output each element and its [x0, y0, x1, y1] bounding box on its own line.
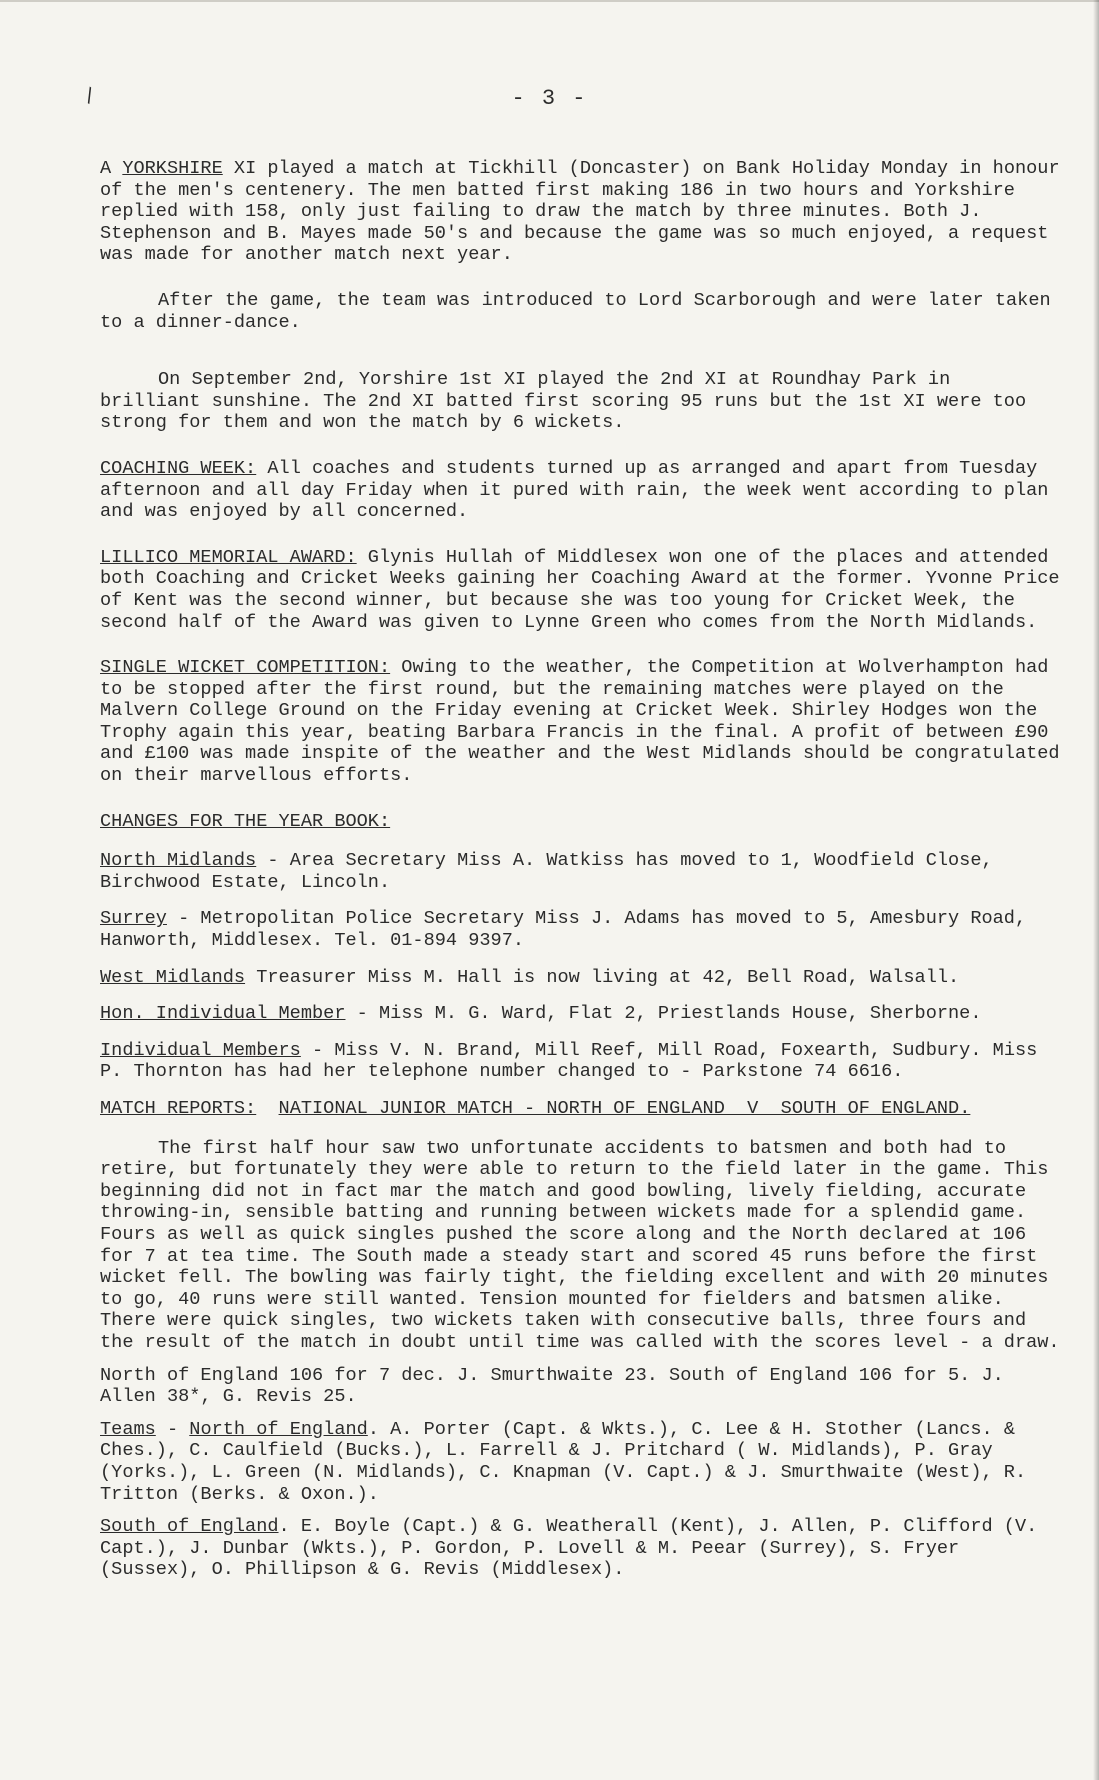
change-item-text: - Metropolitan Police Secretary Miss J. Adams has moved to 5, Amesbury Road, Hanworth, Middlesex. Tel. 01-894 9397.: [100, 908, 1027, 952]
paragraph-coaching-week: [100, 458, 1060, 523]
paragraph-after-game: After the game, the team was introduced to Lord Scarborough and were later taken to a dinner-dance.: [100, 289, 1051, 333]
change-item-label: Surrey: [100, 908, 167, 930]
match-title: NATIONAL JUNIOR MATCH - NORTH OF ENGLAND V SOUTH OF ENGLAND.: [278, 1098, 971, 1119]
match-report-text: The first half hour saw two unfortunate accidents to batsmen and both had to retire, but fortunately they were able to return to the field later in the game. This beginning did not in fact mar the match and good bowling, lively fielding, accurate throwing-in, sensible batting and running between wickets made for a splendid game. Fours as well as quick singles pushed the score along and the North declared at 106 for 7 at tea time. The South made a steady start and scored 45 runs before the first wicket fell. The bowling was fairly tight, the fielding excellent and with 20 minutes to go, 40 runs were still wanted. Tension mounted for fielders and batsmen alike. There were quick singles, two wickets taken with consecutive balls, three fours and the result of the match in doubt until time was called with the scores level - a draw.: [100, 1137, 1060, 1353]
paragraph-text: All coaches and students turned up as arranged and apart from Tuesday afternoon and all day Friday when it pured with rain, the week went according to plan and was enjoyed by all concerned.: [100, 457, 1049, 523]
change-item: [100, 850, 1060, 893]
change-item-text: - Miss M. G. Ward, Flat 2, Priestlands House, Sherborne.: [345, 1003, 982, 1025]
north-team-text: . A. Porter (Capt. & Wkts.), C. Lee & H. Stother (Lancs. & Ches.), C. Caulfield (Bucks.), L. Farrell & J. Pritchard ( W. Midlands), P. Gray (Yorks.), L. Green (N. Midlands), C. Knapman (V. Capt.) & J. Smurthwaite (West), R. Tritton (Berks. & Oxon.).: [100, 1418, 1027, 1505]
heading-match-reports: MATCH REPORTS:: [100, 1098, 257, 1119]
change-item-label: West Midlands: [100, 966, 246, 988]
change-item-text: - Miss V. N. Brand, Mill Reef, Mill Road, Foxearth, Sudbury. Miss P. Thornton has had her telephone number changed to - Parkstone 74 6616.: [100, 1039, 1038, 1083]
paragraph-september: On September 2nd, Yorshire 1st XI played the 2nd XI at Roundhay Park in brilliant sunshine. The 2nd XI batted first scoring 95 runs but the 1st XI were too strong for them and won the match by 6 wickets.: [100, 369, 1027, 434]
document-body: [100, 158, 1060, 1592]
scan-top-edge: [0, 0, 1099, 2]
change-item-text: - Area Secretary Miss A. Watkiss has moved to 1, Woodfield Close, Birchwood Estate, Lincoln.: [100, 850, 993, 893]
change-item-label: Hon. Individual Member: [100, 1003, 346, 1025]
change-item-text: Treasurer Miss M. Hall is now living at 42, Bell Road, Walsall.: [245, 966, 960, 988]
paragraph-text: XI played a match at Tickhill (Doncaster) on Bank Holiday Monday in honour of the men's centenery. The men batted first making 186 in two hours and Yorkshire replied with 158, only just failing to draw the match by three minutes. Both J. Stephenson and B. Mayes made 50's and because the game was so much enjoyed, a request was made for another match next year.: [100, 158, 1060, 266]
south-team-text: . E. Boyle (Capt.) & G. Weatherall (Kent), J. Allen, P. Clifford (V. Capt.), J. Dunbar (Wkts.), P. Gordon, P. Lovell & M. Peear (Surrey), S. Fryer (Sussex), O. Phillipson & G. Revis (Middlesex).: [100, 1516, 1038, 1581]
heading-yorkshire: YORKSHIRE: [122, 158, 223, 179]
change-item: [100, 908, 1060, 951]
change-item-label: North Midlands: [100, 850, 257, 872]
heading-single-wicket: SINGLE WICKET COMPETITION:: [100, 657, 391, 679]
teams-label: Teams: [100, 1418, 156, 1440]
teams-north: Teams - North of England. A. Porter (Capt. & Wkts.), C. Lee & H. Stother (Lancs. & Ches.), C. Caulfield (Bucks.), L. Farrell & J. Pritchard ( W. Midlands), P. Gray (Yorks.), L. Green (N. Midlands), C. Knapman (V. Capt.) & J. Smurthwaite (West), R. Tritton (Berks. & Oxon.).: [100, 1418, 1027, 1505]
change-item: [100, 1040, 1060, 1083]
teams-south: [100, 1516, 1060, 1581]
paragraph-text: Owing to the weather, the Competition at Wolverhampton had to be stopped after the first round, but the remaining matches were played on the Malvern College Ground on the Friday evening at Cricket Week. Shirley Hodges won the Trophy again this year, beating Barbara Francis in the final. A profit of between £90 and £100 was made inspite of the weather and the West Midlands should be congratulated on their marvellous efforts.: [100, 657, 1060, 787]
paragraph-text: Glynis Hullah of Middlesex won one of the places and attended both Coaching and Cricket Weeks gaining her Coaching Award at the former. Yvonne Price of Kent was the second winner, but because she was too young for Cricket Week, the second half of the Award was given to Lynne Green who comes from the North Midlands.: [100, 546, 1060, 633]
heading-coaching-week: COACHING WEEK:: [100, 457, 257, 479]
paragraph-lillico-award: [100, 547, 1060, 633]
paragraph-yorkshire: [100, 158, 1060, 266]
change-item-label: Individual Members: [100, 1039, 301, 1061]
scan-right-edge: [1093, 0, 1099, 1780]
paragraph-prefix: A: [100, 158, 123, 179]
north-team-label: North of England: [189, 1418, 368, 1440]
paragraph-single-wicket: [100, 657, 1060, 787]
heading-lillico-award: LILLICO MEMORIAL AWARD:: [100, 546, 357, 568]
page-number: - 3 -: [511, 86, 588, 111]
change-item: [100, 1003, 1060, 1025]
corner-mark: \: [76, 84, 100, 111]
match-scores: North of England 106 for 7 dec. J. Smurthwaite 23. South of England 106 for 5. J. Allen 38*, G. Revis 25.: [100, 1364, 1004, 1408]
heading-changes-year-book: CHANGES FOR THE YEAR BOOK:: [100, 810, 391, 832]
change-item: [100, 967, 1060, 989]
south-team-label: South of England: [100, 1516, 279, 1538]
match-reports-heading-line: [100, 1098, 1060, 1120]
